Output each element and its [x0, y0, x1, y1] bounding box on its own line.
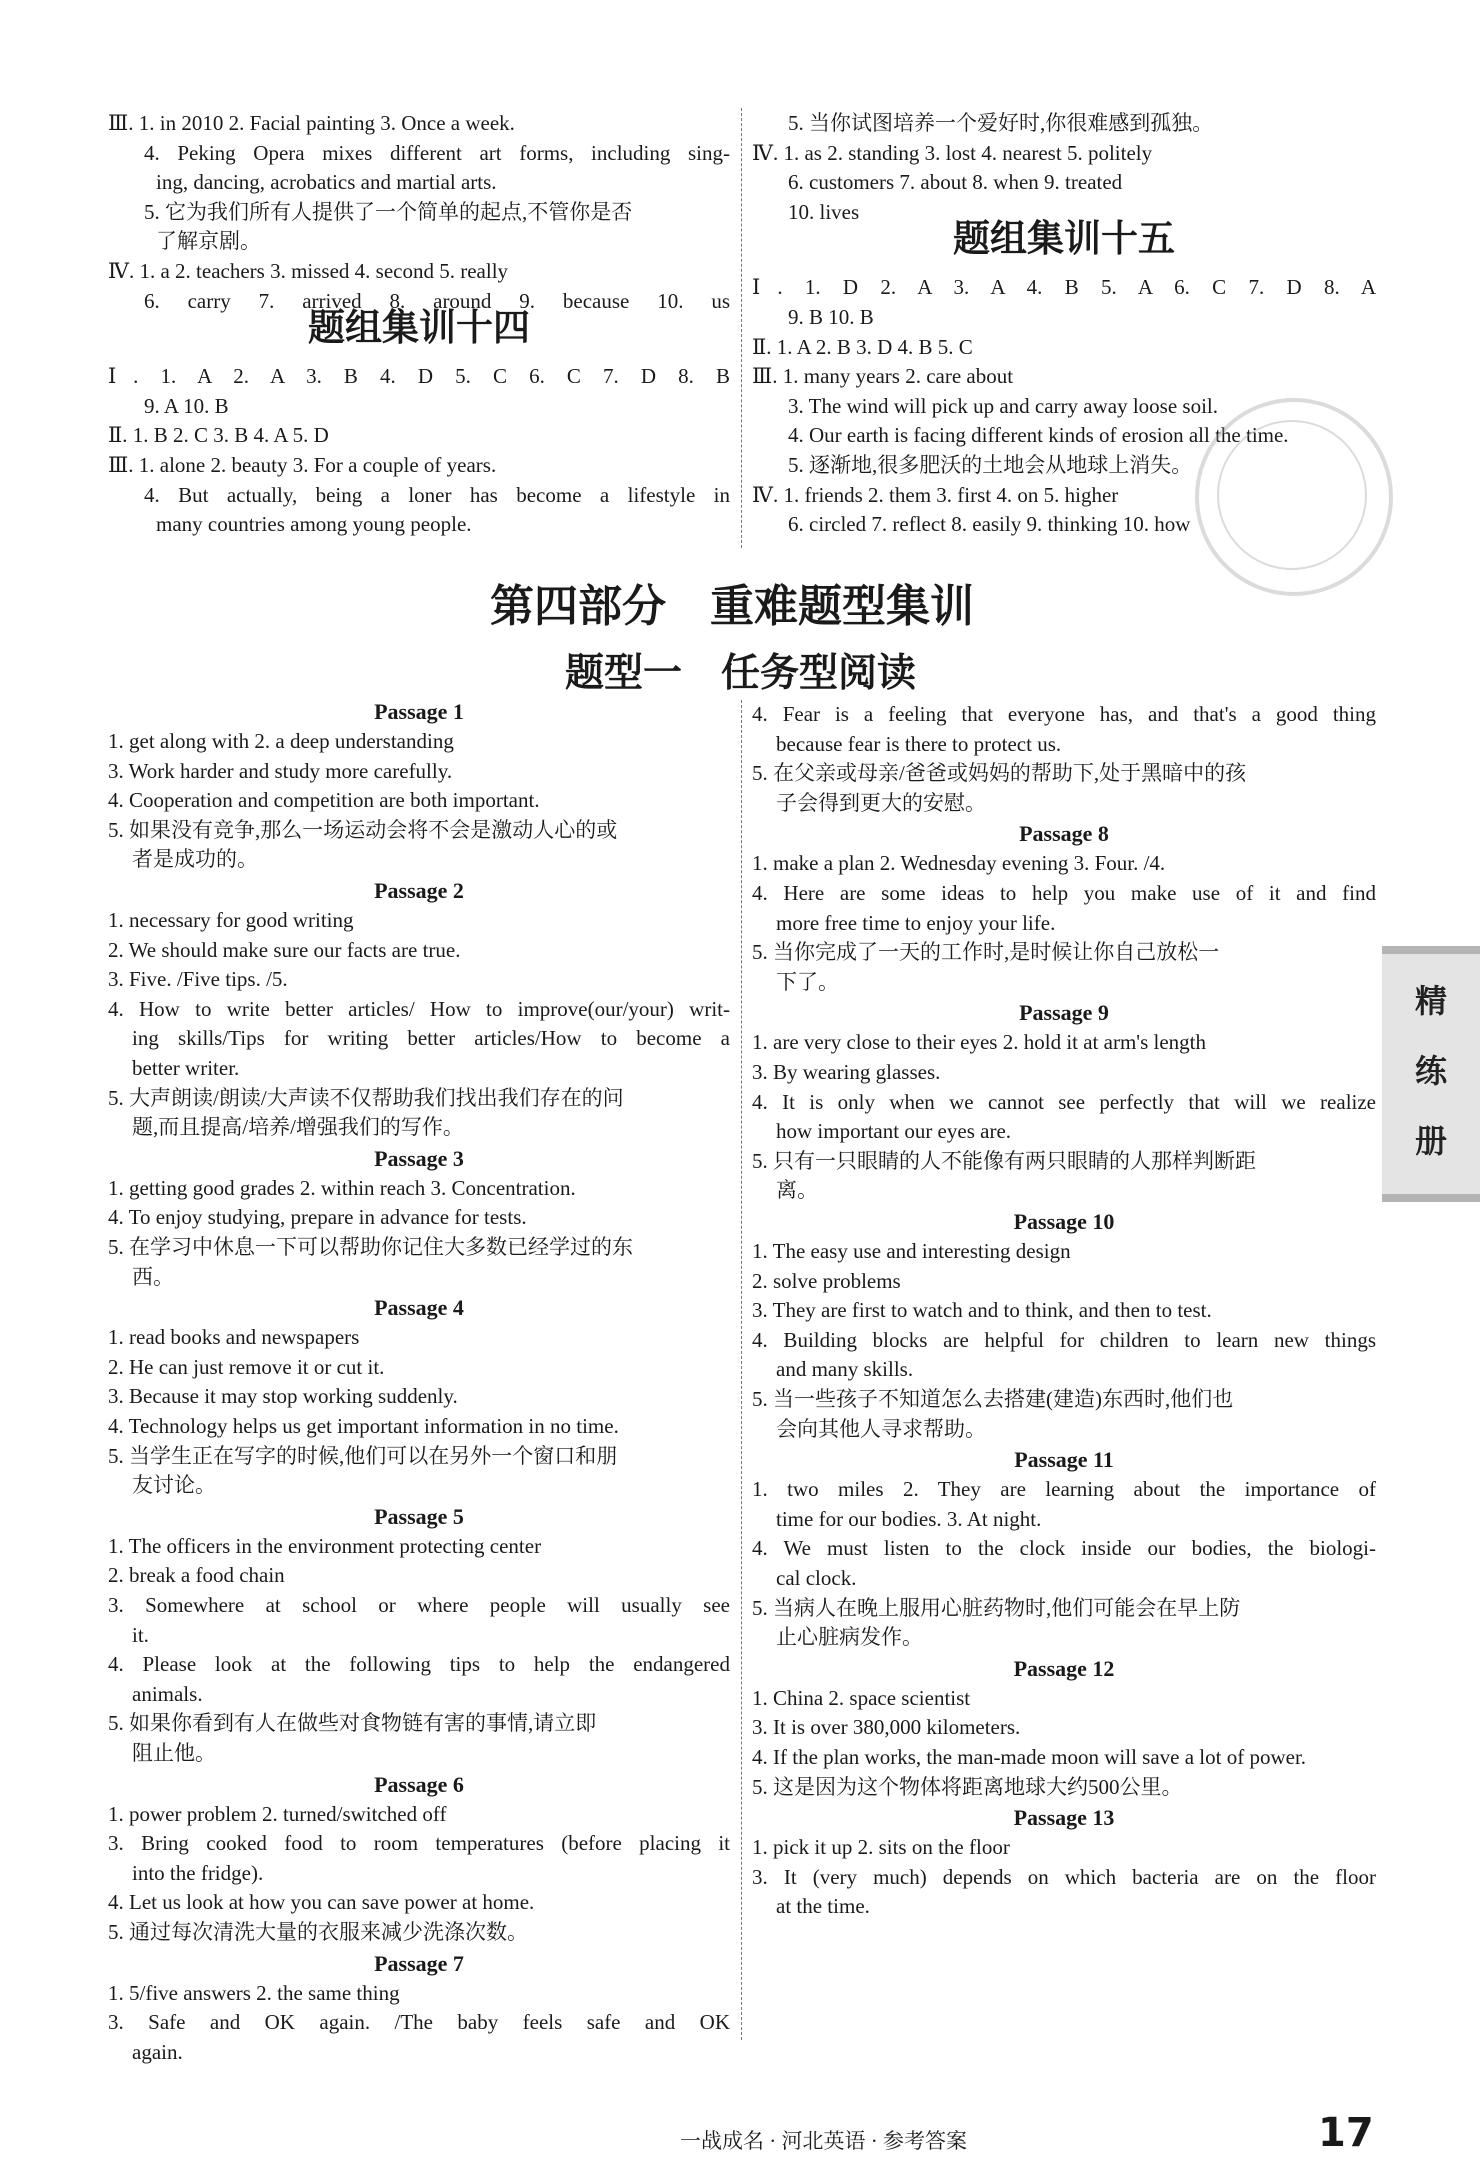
answer-line: 5. 在父亲或母亲/爸爸或妈妈的帮助下,处于黑暗中的孩	[752, 761, 1247, 786]
answer-line: Ⅱ. 1. B 2. C 3. B 4. A 5. D	[108, 423, 329, 448]
answer-line: Ⅲ. 1. in 2010 2. Facial painting 3. Once a week.	[108, 111, 515, 135]
answer-line: 3. It (very much) depends on which bacteria are on the floor	[752, 1864, 1376, 1889]
answer-line: 了解京剧。	[156, 229, 261, 254]
answer-line: 题,而且提高/培养/增强我们的写作。	[132, 1115, 464, 1140]
passage-title: Passage 3	[374, 1145, 464, 1171]
footer-text: 一战成名 · 河北英语 · 参考答案	[680, 2129, 967, 2153]
page-number: 17	[1318, 2110, 1374, 2156]
answer-line: 1. The easy use and interesting design	[752, 1239, 1071, 1263]
answer-line: 1. 5/five answers 2. the same thing	[108, 1980, 400, 2005]
answer-line: ing skills/Tips for writing better articles/How to become a	[132, 1026, 730, 1051]
answer-line: many countries among young people.	[156, 512, 472, 537]
answer-line: more free time to enjoy your life.	[776, 910, 1056, 935]
answer-line: 1. are very close to their eyes 2. hold it at arm's length	[752, 1030, 1206, 1055]
answer-line: 5. 这是因为这个物体将距离地球大约500公里。	[752, 1774, 1183, 1799]
answer-line: 3. Bring cooked food to room temperatures (before placing it	[108, 1831, 730, 1856]
answer-line: 1. power problem 2. turned/switched off	[108, 1801, 447, 1826]
answer-line: 4. Please look at the following tips to help the endangered	[108, 1652, 730, 1677]
passage-title: Passage 11	[1014, 1447, 1114, 1473]
answer-line: 子会得到更大的安慰。	[776, 790, 986, 815]
answer-line: 5. 如果没有竞争,那么一场运动会将不会是激动人心的或	[108, 817, 618, 842]
answer-line: 会向其他人寻求帮助。	[776, 1416, 986, 1441]
answer-line: 6. customers 7. about 8. when 9. treated	[788, 170, 1123, 195]
answer-line: 6. carry 7. arrived 8. around 9. because 10. us	[144, 288, 730, 313]
answer-line: 1. get along with 2. a deep understanding	[108, 729, 454, 753]
answer-line: 4. Fear is a feeling that everyone has, and that's a good thing	[752, 702, 1376, 726]
passage-title: Passage 10	[1013, 1209, 1115, 1234]
answer-line: 1. make a plan 2. Wednesday evening 3. Four. /4.	[752, 851, 1166, 876]
answer-line: 3. Work harder and study more carefully.	[108, 758, 453, 783]
answer-line: 5. 当你完成了一天的工作时,是时候让你自己放松一	[752, 940, 1220, 965]
answer-line: Ⅳ. 1. as 2. standing 3. lost 4. nearest 5. politely	[752, 140, 1153, 165]
answer-line: again.	[132, 2039, 183, 2064]
answer-line: 1. two miles 2. They are learning about the importance of	[752, 1477, 1376, 1502]
answer-line: 3. The wind will pick up and carry away loose soil.	[788, 393, 1219, 418]
side-tab	[1382, 946, 1480, 1202]
answer-line: 5. 通过每次清洗大量的衣服来减少洗涤次数。	[108, 1920, 528, 1944]
answer-line: Ⅲ. 1. many years 2. care about	[752, 364, 1014, 389]
answer-line: 1. The officers in the environment protecting center	[108, 1533, 542, 1558]
answer-line: ing, dancing, acrobatics and martial arts.	[156, 170, 497, 195]
answer-line: 者是成功的。	[132, 847, 258, 872]
side-tab-char-3: 册	[1414, 1122, 1447, 1160]
answer-line: 4. We must listen to the clock inside our bodies, the biologi-	[752, 1536, 1376, 1561]
answer-line: Ⅰ. 1. A 2. A 3. B 4. D 5. C 6. C 7. D 8. B	[108, 364, 730, 389]
answer-line: at the time.	[776, 1894, 870, 1919]
answer-line: 友讨论。	[132, 1473, 216, 1498]
answer-line: 5. 当病人在晚上服用心脏药物时,他们可能会在早上防	[752, 1595, 1241, 1620]
answer-line: cal clock.	[776, 1566, 857, 1590]
column-divider-top	[741, 108, 742, 548]
answer-line: 3. Somewhere at school or where people will usually see	[108, 1593, 730, 1617]
answer-line: how important our eyes are.	[776, 1119, 1012, 1144]
answer-line: animals.	[132, 1681, 203, 1706]
answer-line: 4. It is only when we cannot see perfectly that will we realize	[752, 1089, 1376, 1114]
column-divider-bottom	[741, 700, 742, 2040]
answer-line: 5. 只有一只眼睛的人不能像有两只眼睛的人那样判断距	[752, 1148, 1256, 1173]
answer-line: 4. Our earth is facing different kinds of erosion all the time.	[788, 423, 1289, 448]
answer-line: 5. 当你试图培养一个爱好时,你很难感到孤独。	[788, 111, 1214, 135]
answer-line: 4. But actually, being a loner has become a lifestyle in	[144, 482, 730, 507]
answer-line: 止心脏病发作。	[776, 1625, 923, 1650]
answer-line: Ⅳ. 1. friends 2. them 3. first 4. on 5. higher	[752, 482, 1119, 507]
passage-title: Passage 8	[1019, 821, 1109, 847]
answer-line: 4. How to write better articles/ How to improve(our/your) writ-	[108, 996, 730, 1021]
answer-line: 4. If the plan works, the man-made moon will save a lot of power.	[752, 1745, 1307, 1769]
answer-line: 4. Cooperation and competition are both important.	[108, 788, 540, 813]
answer-line: 4. Peking Opera mixes different art forms, including sing-	[144, 140, 730, 165]
answer-line: 6. circled 7. reflect 8. easily 9. thinking 10. how	[788, 512, 1191, 537]
passage-title: Passage 12	[1013, 1655, 1115, 1681]
answer-line: 5. 在学习中休息一下可以帮助你记住大多数已经学过的东	[108, 1235, 633, 1259]
answer-line: 2. We should make sure our facts are true.	[108, 937, 461, 962]
answer-line: because fear is there to protect us.	[776, 731, 1062, 756]
passage-title: Passage 9	[1019, 1000, 1109, 1026]
answer-line: 1. pick it up 2. sits on the floor	[752, 1835, 1010, 1860]
answer-line: 2. solve problems	[752, 1268, 901, 1293]
answer-line: 9. A 10. B	[144, 393, 229, 418]
part-title: 第四部分 重难题型集训	[490, 581, 974, 632]
watermark-stamp	[1195, 398, 1393, 596]
passage-title: Passage 6	[374, 1771, 464, 1797]
answer-line: 1. China 2. space scientist	[752, 1685, 971, 1710]
passage-title: Passage 4	[374, 1295, 464, 1321]
answer-line: 5. 它为我们所有人提供了一个简单的起点,不管你是否	[144, 199, 633, 224]
answer-line: Ⅰ. 1. D 2. A 3. A 4. B 5. A 6. C 7. D 8. A	[752, 275, 1376, 300]
section-title: 题型一 任务型阅读	[565, 651, 917, 696]
passage-title: Passage 13	[1013, 1805, 1115, 1831]
answer-line: 5. 当学生正在写字的时候,他们可以在另外一个窗口和朋	[108, 1443, 618, 1468]
answer-line: 4. Technology helps us get important information in no time.	[108, 1414, 619, 1438]
answer-line: 2. break a food chain	[108, 1563, 285, 1588]
answer-line: 3. Because it may stop working suddenly.	[108, 1384, 458, 1409]
answer-line: 西。	[132, 1264, 174, 1289]
answer-line: 10. lives	[788, 199, 860, 224]
answer-line: 5. 如果你看到有人在做些对食物链有害的事情,请立即	[108, 1711, 597, 1736]
answer-line: 3. By wearing glasses.	[752, 1060, 941, 1084]
answer-line: 3. Safe and OK again. /The baby feels safe and OK	[108, 2010, 730, 2035]
answer-line: Ⅳ. 1. a 2. teachers 3. missed 4. second 5. really	[108, 259, 509, 283]
answer-line: 4. To enjoy studying, prepare in advance for tests.	[108, 1205, 527, 1230]
group-heading: 题组集训十五	[953, 217, 1175, 261]
answer-line: 离。	[776, 1178, 818, 1203]
answer-line: 3. Five. /Five tips. /5.	[108, 967, 288, 992]
passage-title: Passage 5	[374, 1503, 464, 1529]
answer-line: time for our bodies. 3. At night.	[776, 1506, 1042, 1531]
answer-line: 5. 大声朗读/朗读/大声读不仅帮助我们找出我们存在的问	[108, 1085, 624, 1110]
answer-line: 4. Let us look at how you can save power at home.	[108, 1890, 535, 1915]
answer-line: 阻止他。	[132, 1741, 216, 1765]
answer-line: better writer.	[132, 1056, 240, 1080]
answer-line: 3. It is over 380,000 kilometers.	[752, 1715, 1021, 1740]
passage-title: Passage 2	[374, 878, 464, 903]
side-tab-char-2: 练	[1414, 1052, 1447, 1090]
side-tab-char-1: 精	[1414, 982, 1447, 1020]
answer-line: 9. B 10. B	[788, 305, 874, 329]
answer-line: Ⅲ. 1. alone 2. beauty 3. For a couple of years.	[108, 453, 497, 477]
passage-title: Passage 7	[374, 1950, 464, 1976]
answer-line: 1. getting good grades 2. within reach 3. Concentration.	[108, 1175, 576, 1200]
passage-title: Passage 1	[374, 699, 464, 724]
answer-line: Ⅱ. 1. A 2. B 3. D 4. B 5. C	[752, 334, 973, 359]
answer-line: into the fridge).	[132, 1860, 264, 1885]
group-heading: 题组集训十四	[308, 306, 530, 350]
answer-line: 5. 当一些孩子不知道怎么去搭建(建造)东西时,他们也	[752, 1387, 1234, 1411]
answer-line: 4. Building blocks are helpful for children to learn new things	[752, 1327, 1376, 1352]
answer-line: it.	[132, 1622, 149, 1647]
answer-line: 4. Here are some ideas to help you make use of it and find	[752, 881, 1376, 905]
answer-line: 1. read books and newspapers	[108, 1325, 360, 1350]
answer-line: 3. They are first to watch and to think, and then to test.	[752, 1298, 1212, 1323]
answer-line: 1. necessary for good writing	[108, 908, 354, 932]
answer-line: 下了。	[776, 969, 839, 994]
answer-line: and many skills.	[776, 1357, 914, 1382]
answer-line: 2. He can just remove it or cut it.	[108, 1354, 385, 1379]
answer-line: 5. 逐渐地,很多肥沃的土地会从地球上消失。	[788, 453, 1193, 477]
